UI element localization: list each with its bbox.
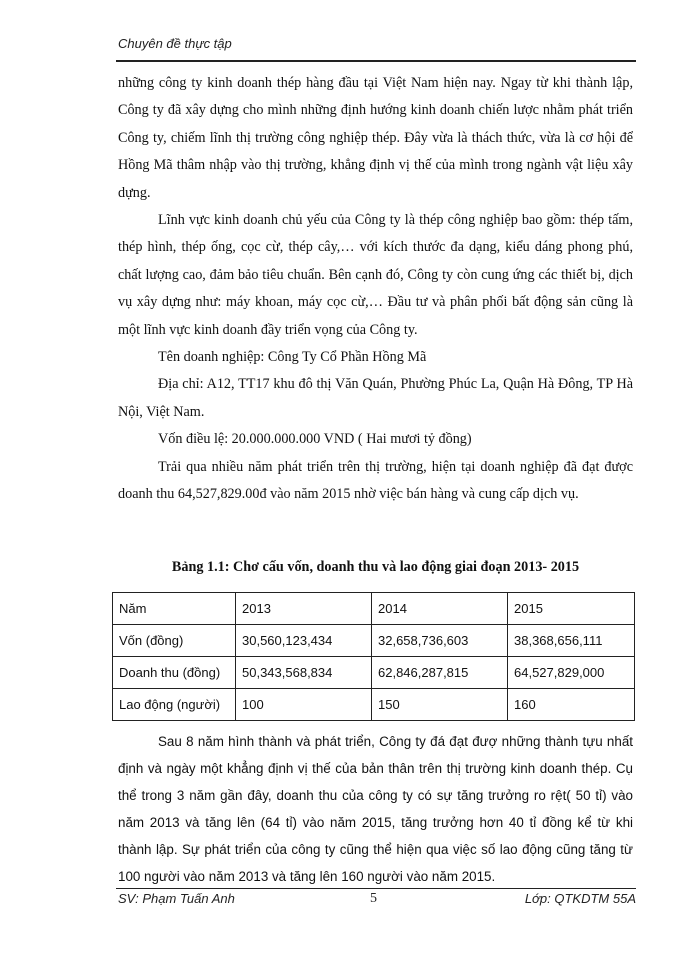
table-row xyxy=(113,625,635,657)
table-cell: 100 xyxy=(236,689,372,721)
footer-student: SV: Phạm Tuấn Anh xyxy=(118,891,235,906)
table-cell: 30,560,123,434 xyxy=(236,625,372,657)
paragraph: Lĩnh vực kinh doanh chủ yếu của Công ty là thép công nghiệp bao gồm: thép tấm, thép hình, thép ống, cọc cừ, thép cây,… với kích thước đa dạng, kiểu dáng phong phú, chất lượng cao, đảm bảo tiêu chuẩn. Bên cạnh đó, Công ty còn cung ứng các thiết bị, dịch vụ xây dựng như: máy khoan, máy cọc cừ,… Đầu tư và phân phối bất động sản cũng là một lĩnh vực kinh doanh đầy triển vọng của Công ty. xyxy=(118,212,633,338)
running-header: Chuyên đề thực tập xyxy=(118,36,232,51)
paragraph: Trải qua nhiều năm phát triển trên thị trường, hiện tại doanh nghiệp đã đạt được doanh thu 64,527,829.00đ vào năm 2015 nhờ việc bán hàng và cung cấp dịch vụ. xyxy=(118,458,633,503)
company-name-line: Tên doanh nghiệp: Công Ty Cổ Phần Hồng Mã xyxy=(158,349,427,366)
paragraph: Sau 8 năm hình thành và phát triển, Công ty đá đạt đượ những thành tựu nhất định và ngày một khẳng định vị thế của bản thân trên thị trường kinh doanh thép. Cụ thể trong 3 năm gần đây, doanh thu của công ty có sự tăng trưởng ro rệt( 50 tỉ) vào năm 2013 và tăng lên (64 tỉ) vào năm 2015, tăng trưởng hơn 40 tỉ đồng kể từ khi thành lập. Sự phát triển của công ty cũng thể hiện qua việc số lao động cũng tăng từ 100 người vào năm 2013 và tăng lên 160 người vào năm 2015. xyxy=(118,734,633,884)
header-cell: 2013 xyxy=(236,593,372,625)
table-cell: 38,368,656,111 xyxy=(508,625,635,657)
table-cell: 64,527,829,000 xyxy=(508,657,635,689)
footer-divider xyxy=(116,888,636,889)
table-caption: Bảng 1.1: Chơ cấu vốn, doanh thu và lao động giai đoạn 2013- 2015 xyxy=(171,559,580,575)
table-cell: 50,343,568,834 xyxy=(236,657,372,689)
page-number: 5 xyxy=(370,891,377,906)
charter-capital-line: Vốn điều lệ: 20.000.000.000 VND ( Hai mươi tỷ đồng) xyxy=(158,431,472,448)
table-cell: 62,846,287,815 xyxy=(372,657,508,689)
table-row xyxy=(113,657,635,689)
header-cell: 2015 xyxy=(508,593,635,625)
table-cell: 160 xyxy=(508,689,635,721)
body-text-after-table xyxy=(118,728,633,890)
header-cell: 2014 xyxy=(372,593,508,625)
address-line: Địa chỉ: A12, TT17 khu đô thị Văn Quán, Phường Phúc La, Quận Hà Đông, TP Hà Nội, Việt Nam. xyxy=(118,376,633,420)
data-table xyxy=(112,592,635,721)
body-text xyxy=(118,70,633,509)
header-cell: Năm xyxy=(113,593,236,625)
footer-class: Lớp: QTKDTM 55A xyxy=(524,891,636,906)
paragraph: những công ty kinh doanh thép hàng đầu tại Việt Nam hiện nay. Ngay từ khi thành lập, Công ty đã xây dựng cho mình những định hướng kinh doanh chiến lược nhằm phát triển Công ty, chiếm lĩnh thị trường công nghiệp thép. Đây vừa là thách thức, vừa là cơ hội để Hồng Mã thâm nhập vào thị trường, khẳng định vị thế của mình trong ngành vật liệu xây dựng. xyxy=(118,75,633,201)
table-cell: Vốn (đồng) xyxy=(113,625,236,657)
table-cell: Lao động (người) xyxy=(113,689,236,721)
table-header-row xyxy=(113,593,635,625)
table-cell: 150 xyxy=(372,689,508,721)
table-cell: 32,658,736,603 xyxy=(372,625,508,657)
table-cell: Doanh thu (đồng) xyxy=(113,657,236,689)
header-divider xyxy=(116,60,636,62)
table-row xyxy=(113,689,635,721)
